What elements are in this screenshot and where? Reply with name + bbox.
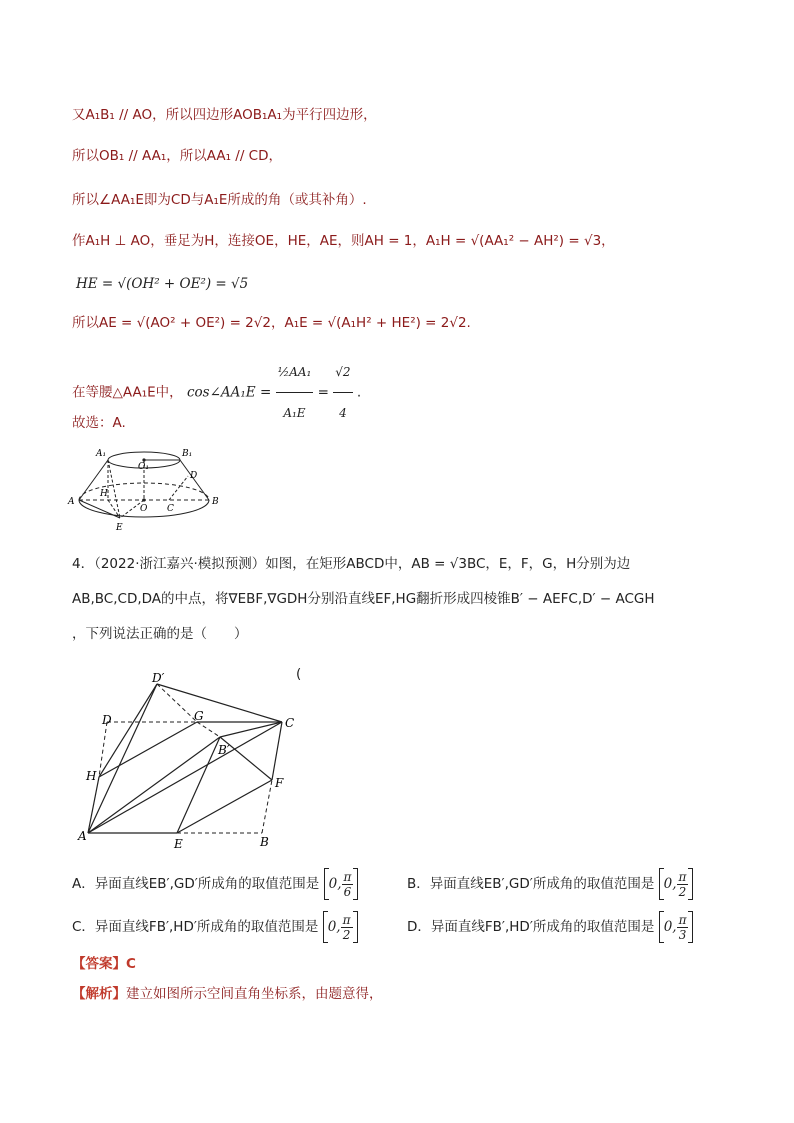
edge-b1-c xyxy=(220,722,282,737)
numerator: π xyxy=(678,912,687,927)
analysis-line xyxy=(72,984,383,1004)
result-fraction xyxy=(333,352,352,433)
label-a: A xyxy=(68,497,75,507)
option-c-upper xyxy=(341,913,353,942)
option-b-interval xyxy=(659,868,694,900)
edge-e-f xyxy=(177,780,272,833)
solution-line-3: 所以∠AA₁E即为CD与A₁E所成的角（或其补角）. xyxy=(72,192,367,208)
edge-d1-c xyxy=(157,684,282,722)
edge-b1-a xyxy=(88,737,220,833)
solution-line-6: 所以AE = √(AO² + OE²) = 2√2，A₁E = √(A₁H² + HE²) = 2√2. xyxy=(72,315,471,331)
edge-e-b1 xyxy=(177,737,220,833)
option-d-lower: 0, xyxy=(663,919,677,935)
edge-c-f xyxy=(272,722,282,780)
edge-d1-h xyxy=(99,684,157,777)
label-e: E xyxy=(116,523,123,533)
option-c[interactable] xyxy=(72,911,358,943)
label-o: O xyxy=(140,504,148,514)
label-c: C xyxy=(285,716,295,730)
edge-a-h xyxy=(88,777,99,833)
answer-tag: 【答案】 xyxy=(72,956,126,972)
result-denominator: 4 xyxy=(339,406,347,420)
label-g: G xyxy=(194,709,204,723)
denominator: 2 xyxy=(678,884,687,899)
cos-fraction xyxy=(276,352,314,433)
option-b-lower: 0, xyxy=(663,876,677,892)
option-d[interactable] xyxy=(407,911,693,943)
option-b[interactable] xyxy=(407,868,693,900)
option-a-lower: 0, xyxy=(328,876,342,892)
cos-label: cos∠AA₁E = xyxy=(186,384,272,401)
solution-line-7 xyxy=(72,352,362,420)
o-dot xyxy=(142,498,145,501)
frustum-figure xyxy=(64,440,224,535)
denominator: 3 xyxy=(678,927,687,942)
question4-line-3: ，下列说法正确的是（ ） xyxy=(72,626,248,642)
label-d-prime: D′ xyxy=(152,672,165,685)
right-bracket xyxy=(353,868,358,900)
option-a-interval xyxy=(324,868,359,900)
label-h: H xyxy=(100,489,108,499)
analysis-text: 建立如图所示空间直角坐标系，由题意得， xyxy=(126,986,383,1002)
option-a-text: A．异面直线EB′,GD′所成角的取值范围是 xyxy=(72,876,320,892)
label-b: B xyxy=(212,497,219,507)
numerator: π xyxy=(342,912,351,927)
question4-line-1: 4．（2022·浙江嘉兴·模拟预测）如图，在矩形ABCD中，AB = √3BC，E，F，G，H分别为边 xyxy=(72,556,631,572)
edge-h-g xyxy=(99,722,197,777)
numerator: π xyxy=(678,869,687,884)
dash-d1-c-inner xyxy=(197,722,220,737)
solution-line-1: 又A₁B₁ // AO，所以四边形AOB₁A₁为平行四边形， xyxy=(72,107,377,123)
label-c: C xyxy=(167,504,174,514)
option-a[interactable] xyxy=(72,868,358,900)
label-b1: B₁ xyxy=(182,449,193,459)
cos-fraction-numerator: ½AA₁ xyxy=(276,352,314,393)
denominator: 2 xyxy=(342,927,351,942)
equals-sign: = xyxy=(317,384,329,401)
denominator: 6 xyxy=(343,884,352,899)
label-o1: O₁ xyxy=(138,462,149,472)
right-bracket xyxy=(353,911,358,943)
dash-d-h xyxy=(99,722,107,777)
period: . xyxy=(356,384,362,401)
right-bracket xyxy=(688,868,693,900)
option-d-text: D．异面直线FB′,HD′所成角的取值范围是 xyxy=(407,919,655,935)
label-d: D xyxy=(102,713,112,727)
answer-line xyxy=(72,954,136,974)
label-b-prime: B′ xyxy=(218,743,230,757)
label-h: H xyxy=(86,769,97,783)
answer-value: C xyxy=(126,956,136,972)
option-d-interval xyxy=(659,911,694,943)
solution-line-2: 所以OB₁ // AA₁，所以AA₁ // CD， xyxy=(72,148,282,164)
edge-a-d1 xyxy=(88,684,157,833)
label-d: D xyxy=(190,471,198,481)
numerator: π xyxy=(343,869,352,884)
option-b-upper xyxy=(677,870,689,899)
label-b: B xyxy=(260,835,269,849)
solution-line-8: 故选：A. xyxy=(72,415,126,431)
option-d-upper xyxy=(677,913,689,942)
option-a-upper xyxy=(342,870,354,899)
cos-fraction-denominator: A₁E xyxy=(283,406,306,420)
isosceles-prefix: 在等腰△AA₁E中， xyxy=(72,384,183,401)
option-c-interval xyxy=(323,911,358,943)
option-b-text: B．异面直线EB′,GD′所成角的取值范围是 xyxy=(407,876,655,892)
solution-line-4: 作A₁H ⊥ AO，垂足为H，连接OE，HE，AE，则AH = 1，A₁H = √(AA₁² − AH²) = √3， xyxy=(72,233,615,249)
dash-b-f xyxy=(262,780,272,833)
option-c-lower: 0, xyxy=(327,919,341,935)
label-a1: A₁ xyxy=(96,449,107,459)
analysis-tag: 【解析】 xyxy=(72,986,126,1002)
solution-line-5: HE = √(OH² + OE²) = √5 xyxy=(76,276,249,292)
seg-c-d xyxy=(169,476,188,500)
result-numerator: √2 xyxy=(333,352,352,393)
right-bracket xyxy=(688,911,693,943)
folded-rectangle-figure xyxy=(72,672,312,852)
question4-line-2: AB,BC,CD,DA的中点，将∇EBF,∇GDH分别沿直线EF,HG翻折形成四棱锥B′ − AEFC,D′ − ACGH xyxy=(72,591,655,607)
label-e: E xyxy=(174,837,183,851)
question4-stray-paren: ( xyxy=(296,666,302,682)
option-c-text: C．异面直线FB′,HD′所成角的取值范围是 xyxy=(72,919,319,935)
label-f: F xyxy=(275,776,284,790)
label-a: A xyxy=(78,829,87,843)
